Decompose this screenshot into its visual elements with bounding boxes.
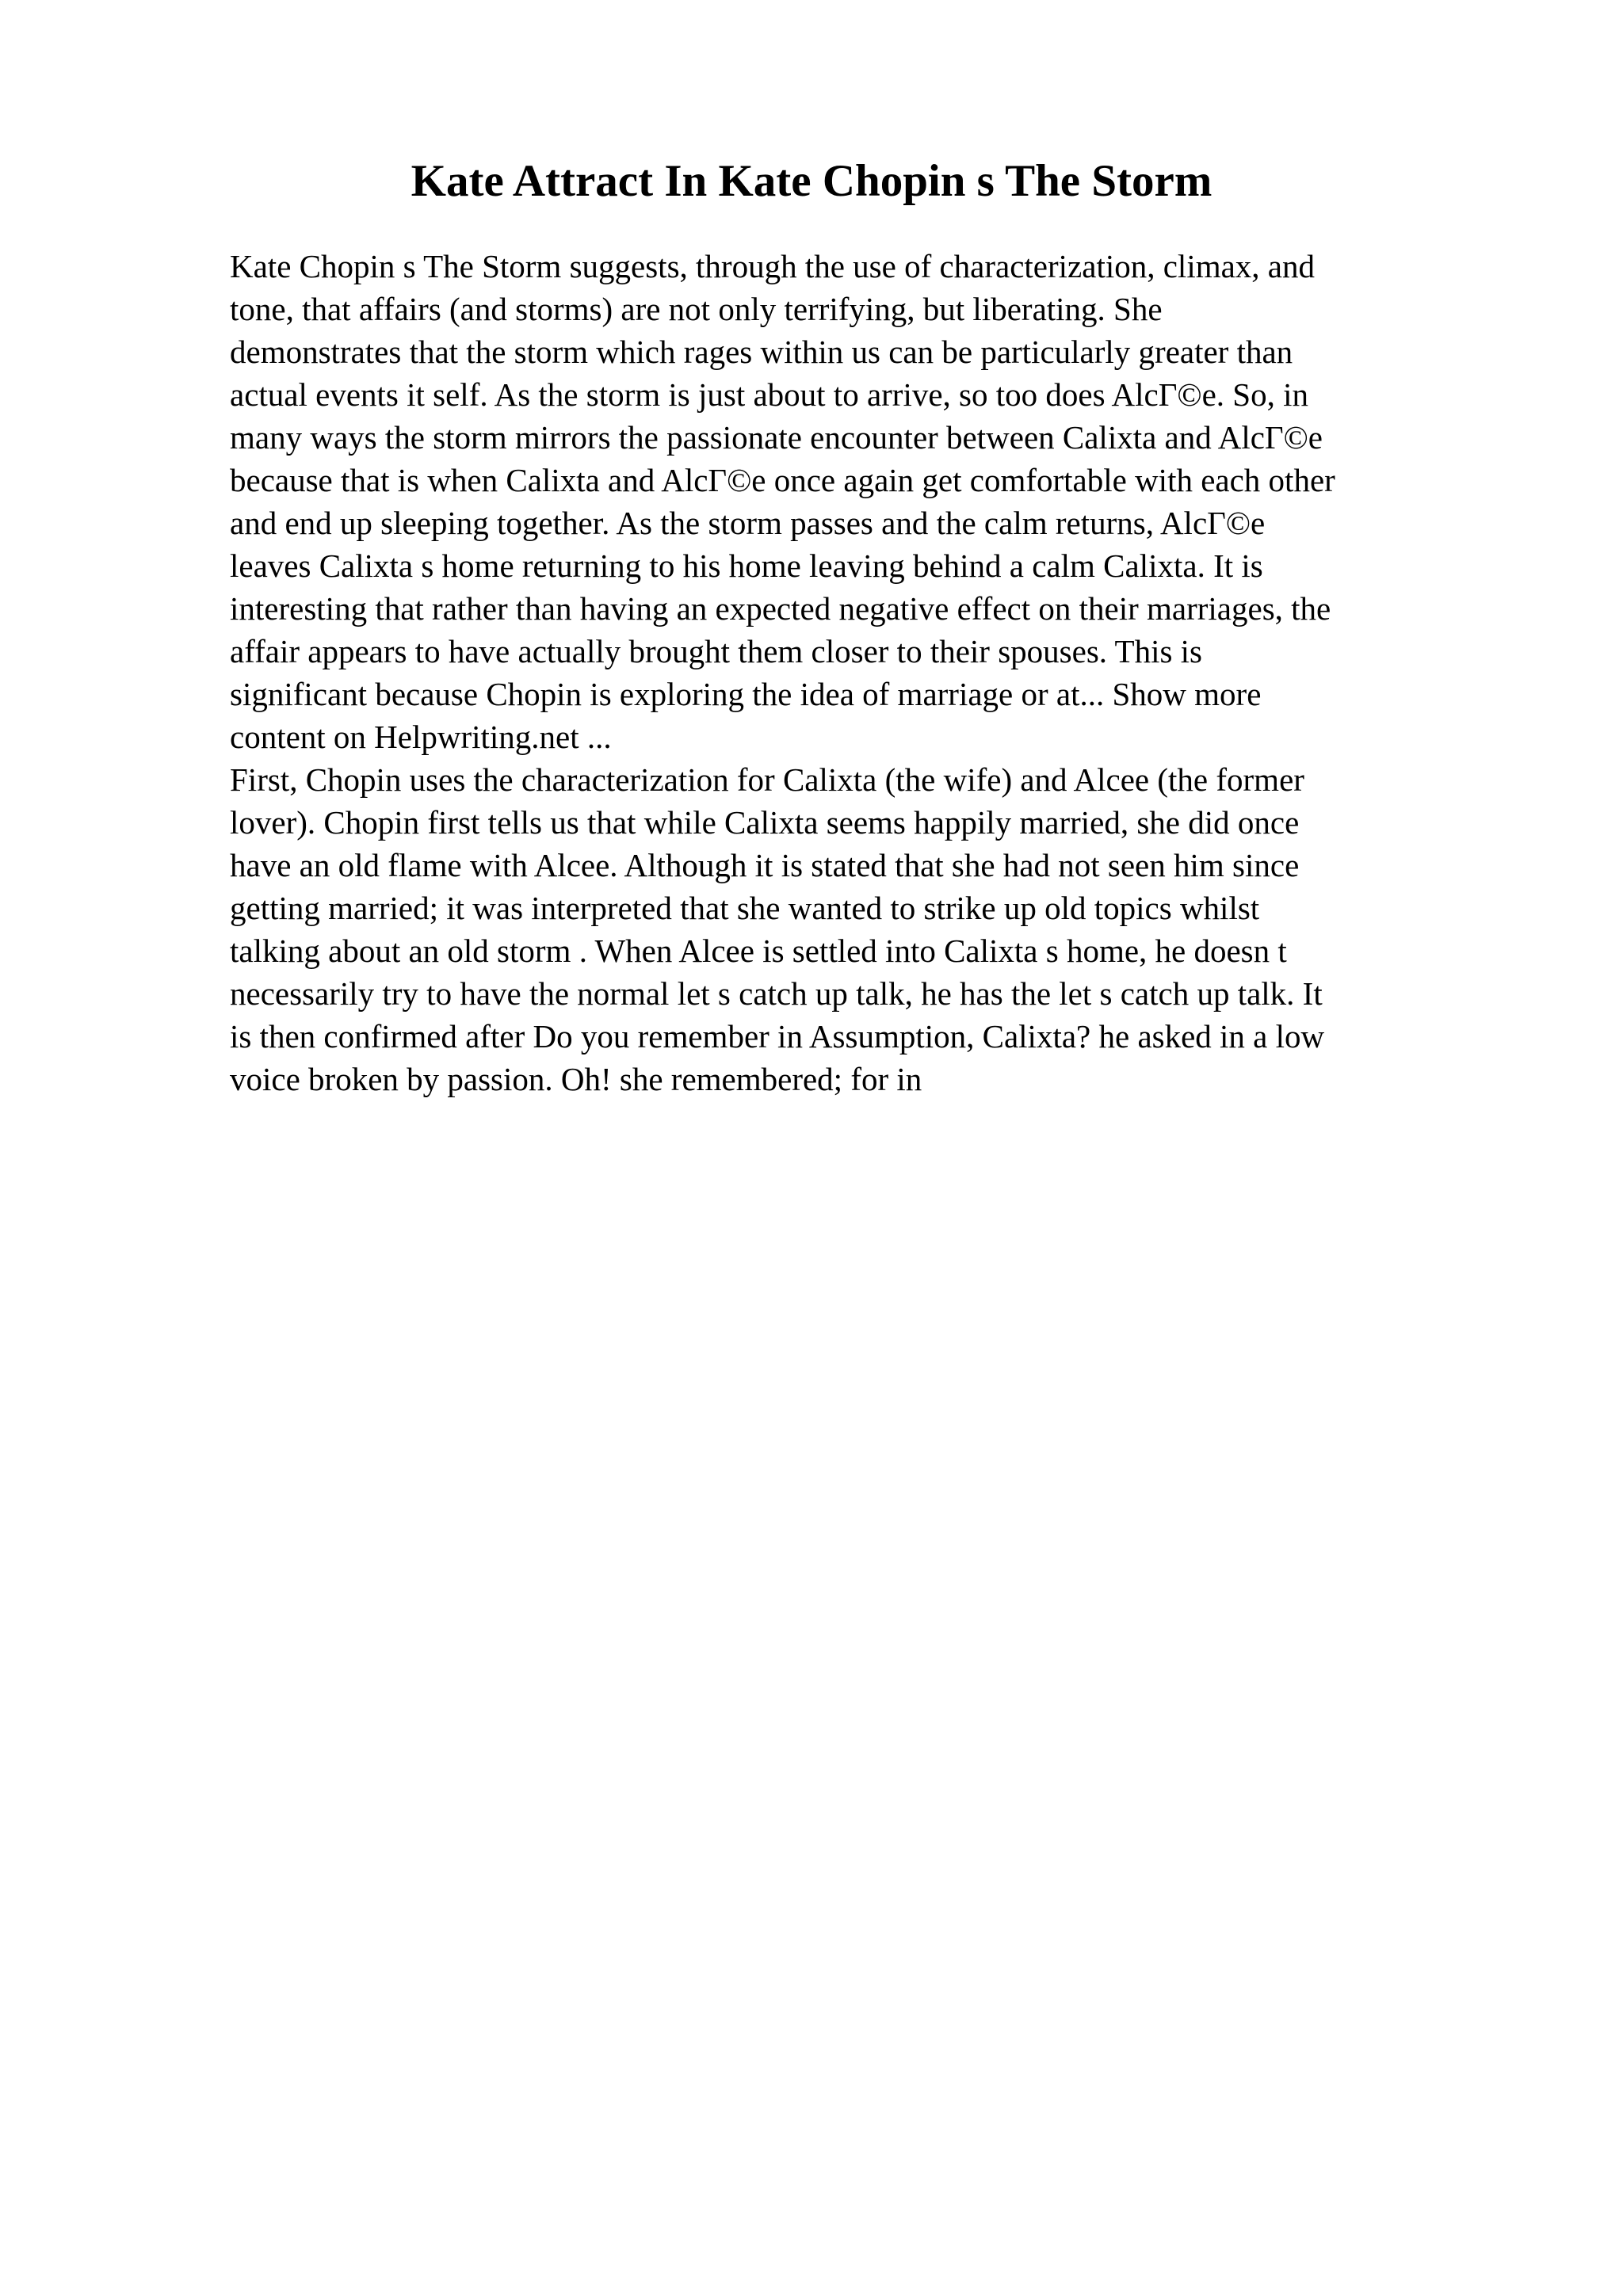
body-line: tone, that affairs (and storms) are not only terrifying, but liberating. She	[230, 291, 1163, 327]
body-line: voice broken by passion. Oh! she remembered; for in	[230, 1061, 922, 1097]
body-line: significant because Chopin is exploring the idea of marriage or at... Show more	[230, 676, 1262, 712]
body-line: leaves Calixta s home returning to his home leaving behind a calm Calixta. It is	[230, 547, 1263, 584]
body-line: actual events it self. As the storm is just about to arrive, so too does AlcΓ©e. So, in	[230, 376, 1308, 413]
body-line: First, Chopin uses the characterization for Calixta (the wife) and Alcee (the former	[230, 761, 1304, 798]
body-line: content on Helpwriting.net ...	[230, 719, 612, 755]
body-line: many ways the storm mirrors the passionate encounter between Calixta and AlcΓ©e	[230, 419, 1323, 456]
body-line: have an old flame with Alcee. Although it is stated that she had not seen him since	[230, 847, 1300, 883]
document-title: Kate Attract In Kate Chopin s The Storm	[411, 156, 1212, 206]
body-line: demonstrates that the storm which rages within us can be particularly greater than	[230, 334, 1293, 370]
body-line: lover). Chopin first tells us that while Calixta seems happily married, she did once	[230, 804, 1300, 841]
body-line: because that is when Calixta and AlcΓ©e once again get comfortable with each other	[230, 462, 1335, 498]
body-line: and end up sleeping together. As the storm passes and the calm returns, AlcΓ©e	[230, 505, 1266, 541]
body-line: getting married; it was interpreted that she wanted to strike up old topics whilst	[230, 890, 1260, 926]
body-line: necessarily try to have the normal let s catch up talk, he has the let s catch up talk. It	[230, 975, 1323, 1012]
body-line: Kate Chopin s The Storm suggests, through the use of characterization, climax, and	[230, 248, 1315, 284]
body-line: is then confirmed after Do you remember in Assumption, Calixta? he asked in a low	[230, 1018, 1325, 1055]
body-line: affair appears to have actually brought them closer to their spouses. This is	[230, 633, 1203, 669]
document-body	[230, 245, 1514, 1100]
body-line: interesting that rather than having an expected negative effect on their marriages, the	[230, 590, 1331, 627]
body-line: talking about an old storm . When Alcee is settled into Calixta s home, he doesn t	[230, 933, 1287, 969]
